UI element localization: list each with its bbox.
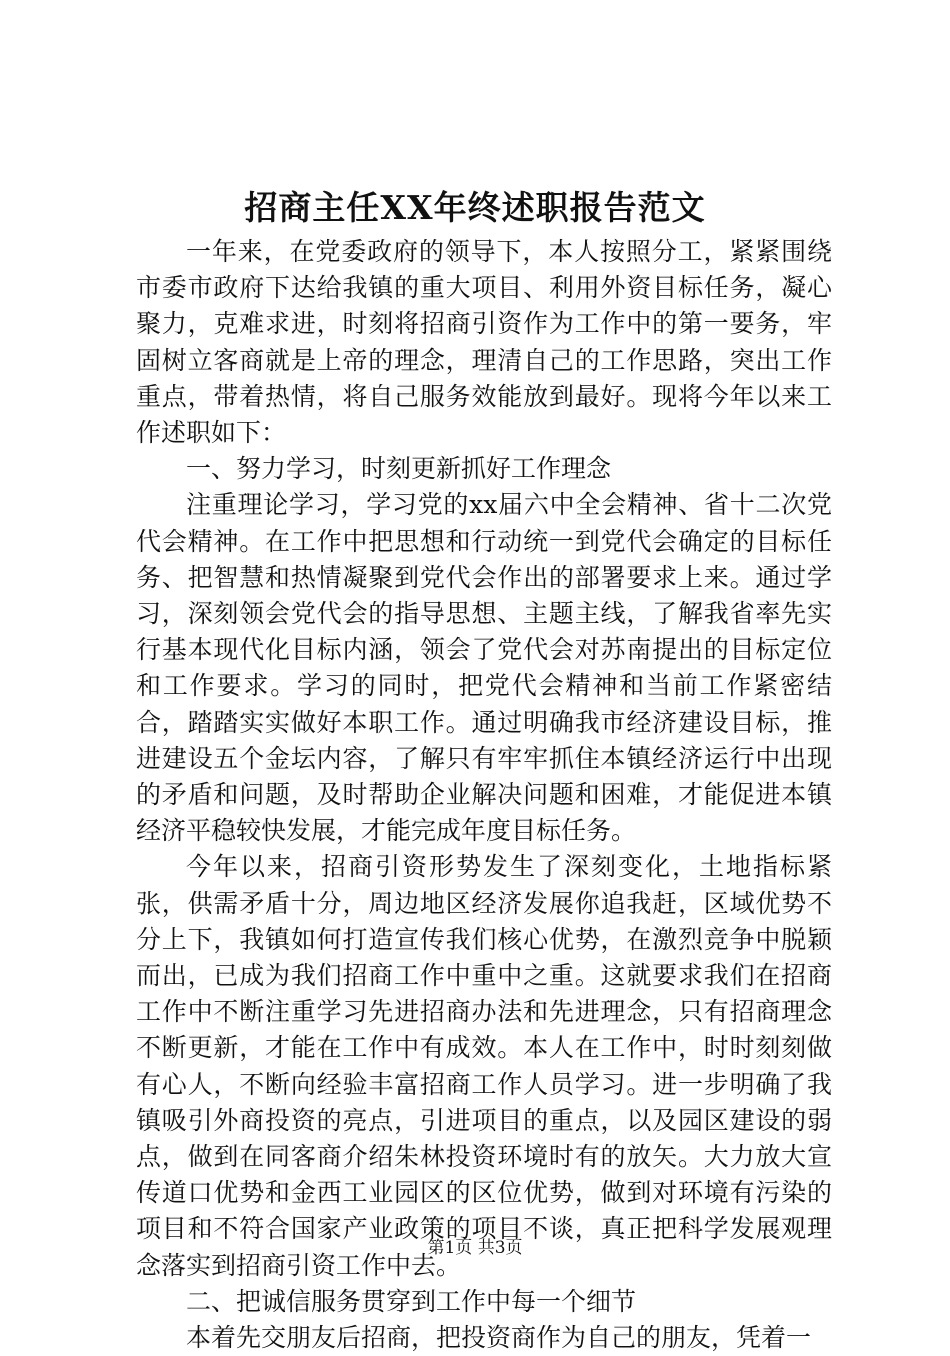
paragraph-study: 注重理论学习，学习党的xx届六中全会精神、省十二次党代会精神。在工作中把思想和行动统一到党代会确定的目标任务、把智慧和热情凝聚到党代会作出的部署要求上来。通过学习，深刻领会党代会的指导思想、主题主线，了解我省率先实行基本现代化目标内涵，领会了党代会对苏南提出的目标定位和工作要求。学习的同时，把党代会精神和当前工作紧密结合，踏踏实实做好本职工作。通过明确我市经济建设目标，推进建设五个金坛内容，了解只有牢牢抓住本镇经济运行中出现的矛盾和问题，及时帮助企业解决问题和困难，才能促进本镇经济平稳较快发展，才能完成年度目标任务。 [136,490,832,846]
section-heading-1: 一、努力学习，时刻更新抓好工作理念 [186,454,612,484]
paragraph-integrity: 本着先交朋友后招商，把投资商作为自己的朋友，凭着一 [186,1323,812,1353]
paragraph-intro: 一年来，在党委政府的领导下，本人按照分工，紧紧围绕市委市政府下达给我镇的重大项目、利用外资目标任务，凝心聚力，克难求进，时刻将招商引资作为工作中的第一要务，牢固树立客商就是上帝的理念，理清自己的工作思路，突出工作重点，带着热情，将自己服务效能放到最好。现将今年以来工作述职如下： [136,237,832,448]
section-heading-2: 二、把诚信服务贯穿到工作中每一个细节 [186,1286,637,1316]
document-title: 招商主任XX年终述职报告范文 [244,188,706,227]
document-body [136,234,832,1356]
page-footer: 第1页 共3页 [427,1238,523,1258]
paragraph-investment: 今年以来，招商引资形势发生了深刻变化，土地指标紧张，供需矛盾十分，周边地区经济发展你追我赶，区域优势不分上下，我镇如何打造宣传我们核心优势，在激烈竞争中脱颖而出，已成为我们招商工作中重中之重。这就要求我们在招商工作中不断注重学习先进招商办法和先进理念，只有招商理念不断更新，才能在工作中有成效。本人在工作中，时时刻刻做有心人，不断向经验丰富招商工作人员学习。进一步明确了我镇吸引外商投资的亮点，引进项目的重点，以及园区建设的弱点，做到在同客商介绍朱林投资环境时有的放矢。大力放大宣传道口优势和金西工业园区的区位优势，做到对环境有污染的项目和不符合国家产业政策的项目不谈，真正把科学发展观理念落实到招商引资工作中去。 [136,852,832,1280]
